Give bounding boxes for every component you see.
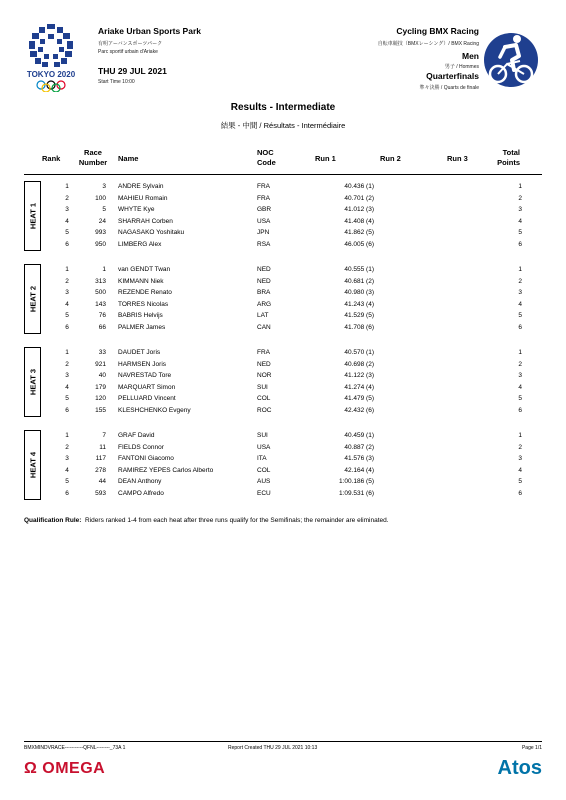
rank: 4 <box>65 466 69 474</box>
rank: 6 <box>65 490 69 497</box>
athlete-name: FANTONI Giacomo <box>118 455 174 463</box>
race-number: 593 <box>95 490 106 497</box>
phase-ja: 準々決勝 / Quarts de finale <box>419 85 479 91</box>
total-points: 1 <box>518 183 522 190</box>
noc-code: ARG <box>257 300 272 308</box>
race-number: 950 <box>95 241 106 248</box>
col-total-points <box>490 148 520 168</box>
omega-logo-text: OMEGA <box>42 760 106 777</box>
run1-time: 40.698 (2) <box>344 360 374 368</box>
run1-time: 41.408 (4) <box>344 217 374 225</box>
noc-code: RSA <box>257 241 271 248</box>
athlete-name: RAMIREZ YEPES Carlos Alberto <box>118 466 214 474</box>
noc-code: AUS <box>257 478 271 486</box>
race-number: 11 <box>99 443 106 451</box>
run1-time: 41.862 (5) <box>344 229 374 237</box>
rank: 4 <box>65 383 69 391</box>
gender-ja: 男子 / Hommes <box>444 64 479 70</box>
event-date: THU 29 JUL 2021 <box>98 66 167 76</box>
athlete-name: DEAN Anthony <box>118 478 162 486</box>
event-name: Cycling BMX Racing <box>396 26 479 36</box>
athlete-name: FIELDS Connor <box>118 443 164 451</box>
noc-code: ECU <box>257 490 271 497</box>
table-row <box>24 287 542 299</box>
noc-code: NED <box>257 360 271 368</box>
noc-code: NED <box>257 277 271 285</box>
table-row <box>24 264 542 276</box>
col-total-line1: Total <box>502 148 520 157</box>
rank: 6 <box>65 407 69 414</box>
noc-code: ROC <box>257 407 272 414</box>
table-row <box>24 347 542 359</box>
col-run1: Run 1 <box>315 154 336 163</box>
qualification-rule <box>24 517 389 524</box>
table-row <box>24 465 542 477</box>
athlete-name: MARQUART Simon <box>118 383 176 391</box>
run1-time: 40.459 (1) <box>344 432 374 439</box>
heat-label-text: HEAT 4 <box>28 451 37 479</box>
noc-code: COL <box>257 395 271 403</box>
total-points: 2 <box>518 360 522 368</box>
total-points: 1 <box>518 349 522 356</box>
rank: 1 <box>65 349 69 356</box>
total-points: 2 <box>518 277 522 285</box>
athlete-name: GRAF David <box>118 432 155 439</box>
col-race-number-line1: Race <box>84 148 102 157</box>
race-number: 44 <box>98 478 106 486</box>
athlete-name: HARMSEN Joris <box>118 360 167 368</box>
document-title: Results - Intermediate <box>230 102 336 113</box>
total-points: 6 <box>518 490 522 497</box>
athlete-name: LIMBERG Alex <box>118 241 162 248</box>
noc-code: FRA <box>257 183 270 190</box>
athlete-name: NAVRESTAD Tore <box>118 372 172 380</box>
run1-time: 40.681 (2) <box>344 277 374 285</box>
table-row <box>24 453 542 465</box>
race-number: 993 <box>95 229 106 237</box>
rank: 3 <box>65 289 69 297</box>
noc-code: NED <box>257 266 271 273</box>
rank: 3 <box>65 206 69 214</box>
noc-code: COL <box>257 466 271 474</box>
run1-time: 46.005 (6) <box>344 241 374 248</box>
athlete-name: SHARRAH Corben <box>118 217 173 225</box>
noc-code: GBR <box>257 206 272 214</box>
total-points: 3 <box>518 372 522 380</box>
rank: 2 <box>65 277 69 285</box>
col-name: Name <box>118 154 139 163</box>
athlete-name: BABRIS Helvijs <box>118 312 163 320</box>
run1-time: 41.708 (6) <box>344 324 374 331</box>
noc-code: FRA <box>257 194 270 202</box>
heat-label-text: HEAT 3 <box>28 368 37 396</box>
start-time: Start Time 10:00 <box>98 79 135 85</box>
race-number: 117 <box>95 455 106 463</box>
total-points: 4 <box>518 466 522 474</box>
col-race-number <box>78 148 108 168</box>
total-points: 6 <box>518 324 522 331</box>
total-points: 4 <box>518 383 522 391</box>
race-number: 155 <box>95 407 106 414</box>
atos-logo: Atos <box>497 757 542 779</box>
run1-time: 40.570 (1) <box>344 349 374 356</box>
rank: 4 <box>65 300 69 308</box>
noc-code: CAN <box>257 324 271 331</box>
run1-time: 41.243 (4) <box>344 300 374 308</box>
total-points: 6 <box>518 241 522 248</box>
athlete-name: WHYTE Kye <box>118 206 155 214</box>
document-subtitle: 結果 - 中間 / Résultats - Intermédiaire <box>220 121 346 130</box>
athlete-name: van GENDT Twan <box>118 266 171 273</box>
athlete-name: MAHIEU Romain <box>118 194 168 202</box>
rank: 6 <box>65 324 69 331</box>
race-number: 5 <box>102 206 106 214</box>
athlete-name: PALMER James <box>118 324 166 331</box>
athlete-name: ANDRE Sylvain <box>118 183 164 190</box>
total-points: 3 <box>518 206 522 214</box>
race-number: 179 <box>95 383 106 391</box>
run1-time: 42.164 (4) <box>344 466 374 474</box>
run1-time: 41.529 (5) <box>344 312 374 320</box>
table-row <box>24 299 542 311</box>
run1-time: 41.012 (3) <box>344 206 374 214</box>
total-points: 5 <box>518 395 522 403</box>
venue-name-fr: Parc sportif urbain d'Ariake <box>98 49 158 55</box>
col-race-number-line2: Number <box>78 158 108 167</box>
total-points: 5 <box>518 312 522 320</box>
rank: 6 <box>65 241 69 248</box>
noc-code: FRA <box>257 349 270 356</box>
venue-name: Ariake Urban Sports Park <box>98 26 201 36</box>
run1-time: 40.436 (1) <box>344 183 374 190</box>
table-row <box>24 322 542 334</box>
noc-code: USA <box>257 217 271 225</box>
report-code: BMXMINDVRACE-----------QFNL--------_73A 1 <box>24 745 126 751</box>
phase: Quarterfinals <box>426 71 479 81</box>
athlete-name: KIMMANN Niek <box>118 277 164 285</box>
table-row <box>24 405 542 417</box>
total-points: 3 <box>518 289 522 297</box>
table-row <box>24 239 542 251</box>
table-row <box>24 204 542 216</box>
table-row <box>24 370 542 382</box>
table-row <box>24 193 542 205</box>
table-row <box>24 216 542 228</box>
table-row <box>24 476 542 488</box>
col-run3: Run 3 <box>447 154 468 163</box>
table-row <box>24 310 542 322</box>
total-points: 5 <box>518 478 522 486</box>
total-points: 4 <box>518 300 522 308</box>
table-row <box>24 430 542 442</box>
rank: 5 <box>65 312 69 320</box>
race-number: 100 <box>95 194 106 202</box>
total-points: 3 <box>518 455 522 463</box>
athlete-name: CAMPO Alfredo <box>118 490 164 497</box>
race-number: 1 <box>102 266 106 273</box>
page-number: Page 1/1 <box>521 745 542 751</box>
col-noc-line2: Code <box>257 158 276 167</box>
noc-code: USA <box>257 443 271 451</box>
run1-time: 42.432 (6) <box>344 407 374 414</box>
noc-code: SUI <box>257 432 268 439</box>
venue-name-ja: 有明アーバンスポーツパーク <box>98 41 163 47</box>
rank: 2 <box>65 194 69 202</box>
run1-time: 40.980 (3) <box>344 289 374 297</box>
rank: 5 <box>65 478 69 486</box>
race-number: 3 <box>102 183 106 190</box>
run1-time: 1:00.186 (5) <box>338 478 374 486</box>
race-number: 40 <box>98 372 106 380</box>
footer-divider <box>24 741 542 742</box>
rank: 2 <box>65 443 69 451</box>
race-number: 921 <box>95 360 106 368</box>
athlete-name: DAUDET Joris <box>118 349 161 356</box>
total-points: 1 <box>518 432 522 439</box>
heat-label-text: HEAT 1 <box>28 202 37 230</box>
race-number: 313 <box>95 277 106 285</box>
rank: 1 <box>65 183 69 190</box>
run1-time: 40.887 (2) <box>344 443 374 451</box>
rank: 5 <box>65 395 69 403</box>
noc-code: NOR <box>257 372 272 380</box>
cycling-bmx-pictogram-icon <box>483 30 539 90</box>
noc-code: SUI <box>257 383 268 391</box>
report-created: Report Created THU 29 JUL 2021 10:13 <box>228 745 318 751</box>
header-divider <box>24 174 542 175</box>
rank: 4 <box>65 217 69 225</box>
table-row <box>24 359 542 371</box>
race-number: 500 <box>95 289 106 297</box>
col-run2: Run 2 <box>380 154 401 163</box>
run1-time: 1:09.531 (6) <box>338 490 374 497</box>
svg-text:TOKYO 2020: TOKYO 2020 <box>26 70 76 79</box>
athlete-name: REZENDE Renato <box>118 289 172 297</box>
qualification-rule-text: Riders ranked 1-4 from each heat after three runs qualify for the Semifinals; the remainder are eliminated. <box>85 517 389 524</box>
qualification-rule-label: Qualification Rule: <box>24 517 82 524</box>
race-number: 33 <box>98 349 106 356</box>
table-row <box>24 181 542 193</box>
athlete-name: KLESHCHENKO Evgeny <box>118 407 191 414</box>
race-number: 278 <box>95 466 106 474</box>
noc-code: ITA <box>257 455 267 463</box>
table-row <box>24 382 542 394</box>
noc-code: LAT <box>257 312 269 320</box>
athlete-name: NAGASAKO Yoshitaku <box>118 229 185 237</box>
omega-logo: Ω OMEGA <box>24 760 106 777</box>
rank: 2 <box>65 360 69 368</box>
rank: 1 <box>65 432 69 439</box>
rank: 5 <box>65 229 69 237</box>
event-name-ja: 自転車競技（BMXレーシング）/ BMX Racing <box>377 41 479 47</box>
run1-time: 41.576 (3) <box>344 455 374 463</box>
col-total-line2: Points <box>497 158 520 167</box>
tokyo-2020-emblem <box>20 22 82 92</box>
table-row <box>24 442 542 454</box>
run1-time: 40.555 (1) <box>344 266 374 273</box>
total-points: 2 <box>518 194 522 202</box>
race-number: 143 <box>95 300 106 308</box>
noc-code: BRA <box>257 289 271 297</box>
total-points: 5 <box>518 229 522 237</box>
rank: 3 <box>65 455 69 463</box>
table-row <box>24 393 542 405</box>
table-row <box>24 227 542 239</box>
noc-code: JPN <box>257 229 270 237</box>
table-row <box>24 488 542 500</box>
race-number: 76 <box>98 312 106 320</box>
heat-label-text: HEAT 2 <box>28 285 37 313</box>
race-number: 120 <box>95 395 106 403</box>
total-points: 1 <box>518 266 522 273</box>
total-points: 4 <box>518 217 522 225</box>
total-points: 2 <box>518 443 522 451</box>
rank: 3 <box>65 372 69 380</box>
athlete-name: TORRES Nicolas <box>118 300 169 308</box>
col-noc-line1: NOC <box>257 148 274 157</box>
table-row <box>24 276 542 288</box>
race-number: 24 <box>98 217 106 225</box>
col-noc <box>257 148 276 168</box>
rank: 1 <box>65 266 69 273</box>
run1-time: 41.122 (3) <box>344 372 374 380</box>
col-rank: Rank <box>42 154 61 163</box>
gender: Men <box>462 51 479 61</box>
total-points: 6 <box>518 407 522 414</box>
race-number: 66 <box>98 324 106 331</box>
athlete-name: PELLUARD Vincent <box>118 395 176 403</box>
run1-time: 41.274 (4) <box>344 383 374 391</box>
run1-time: 40.701 (2) <box>344 194 374 202</box>
race-number: 7 <box>102 432 106 439</box>
run1-time: 41.479 (5) <box>344 395 374 403</box>
